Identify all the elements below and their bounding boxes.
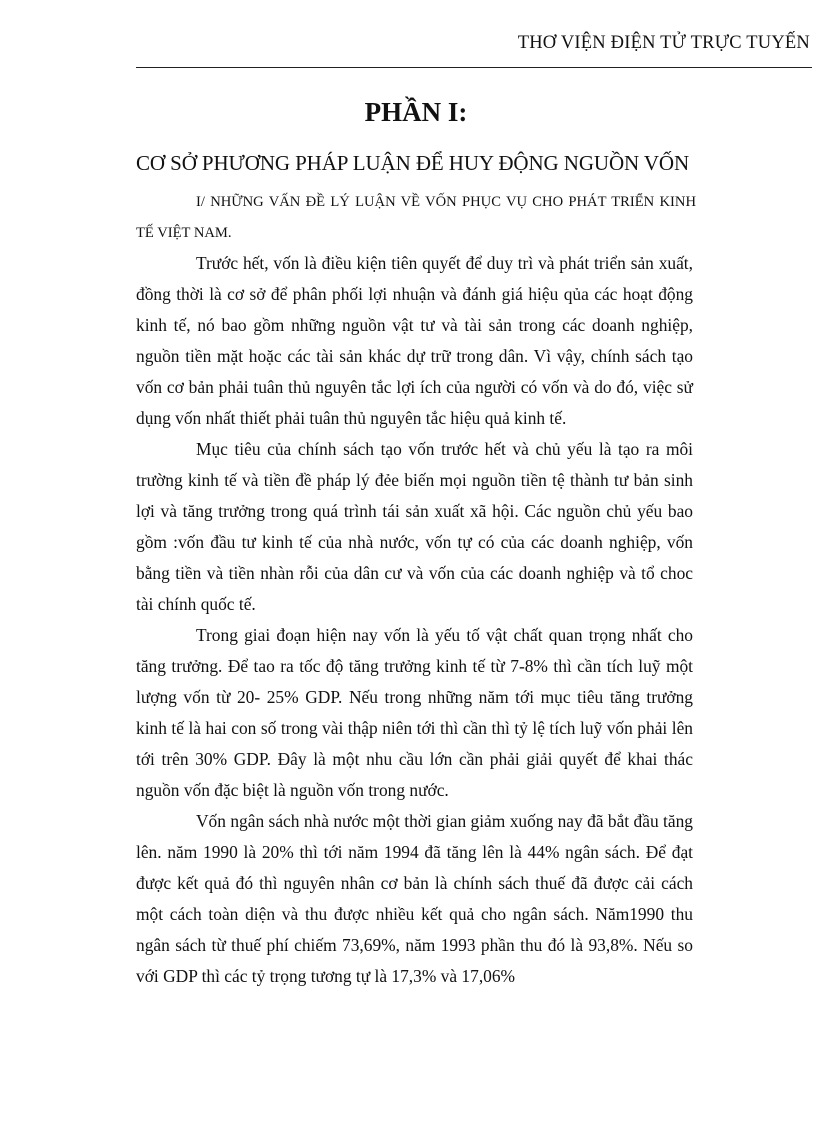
- body-text: [136, 248, 693, 992]
- running-header: THƠ VIỆN ĐIỆN TỬ TRỰC TUYẾN: [517, 33, 810, 53]
- paragraph-4: Vốn ngân sách nhà nước một thời gian giảm xuống nay đã bắt đầu tăng lên. năm 1990 là 20% thì tới năm 1994 đã tăng lên là 44% ngân sách. Để đạt được kết quả đó thì nguyên nhân cơ bản là chính sách thuế đã được cải cách một cách toàn diện và thu được nhiều kết quả cho ngân sách. Năm1990 thu ngân sách từ thuế phí chiếm 73,69%, năm 1993 phần thu đó là 93,8%. Nếu so với GDP thì các tỷ trọng tương tự là 17,3% và 17,06%: [136, 811, 693, 986]
- part-title: [0, 97, 816, 128]
- paragraph-1: Trước hết, vốn là điều kiện tiên quyết để duy trì và phát triển sản xuất, đồng thời là cơ sở để phân phối lợi nhuận và đánh giá hiệu qủa các hoạt động kinh tế, nó bao gồm những nguồn vật tư và tài sản trong các doanh nghiệp, nguồn tiền mặt hoặc các tài sản khác dự trữ trong dân. Vì vậy, chính sách tạo vốn cơ bản phải tuân thủ nguyên tắc lợi ích của người có vốn và do đó, việc sử dụng vốn nhất thiết phải tuân thủ nguyên tắc hiệu quả kinh tế.: [136, 253, 693, 428]
- paragraph-2: Mục tiêu của chính sách tạo vốn trước hết và chủ yếu là tạo ra môi trường kinh tế và tiền đề pháp lý đẻe biến mọi nguồn tiền tệ thành tư bản sinh lợi và tăng trưởng trong quá trình tái sản xuất xã hội. Các nguồn chủ yếu bao gồm :vốn đầu tư kinh tế của nhà nước, vốn tự có của các doanh nghiệp, vốn bằng tiền và tiền nhàn rỗi của dân cư và vốn của các doanh nghiệp và tổ choc tài chính quốc tế.: [136, 439, 693, 614]
- sub-heading-line-2: TẾ VIỆT NAM.: [136, 225, 232, 241]
- section-heading: CƠ SỞ PHƯƠNG PHÁP LUẬN ĐỂ HUY ĐỘNG NGUỒN VỐN: [136, 151, 690, 175]
- sub-heading: [136, 187, 696, 249]
- part-title-text: PHẦN I:: [364, 97, 468, 127]
- sub-heading-line-1: I/ NHỮNG VẤN ĐỀ LÝ LUẬN VỀ VỐN PHỤC VỤ CHO PHÁT TRIỂN KINH: [196, 194, 696, 210]
- paragraph-3: Trong giai đoạn hiện nay vốn là yếu tố vật chất quan trọng nhất cho tăng trưởng. Để tao ra tốc độ tăng trưởng kinh tế từ 7-8% thì cần tích luỹ một lượng vốn từ 20- 25% GDP. Nếu trong những năm tới mục tiêu tăng trưởng kinh tế là hai con số trong vài thập niên tới thì cần thì tỷ lệ tích luỹ vốn phải lên tới trên 30% GDP. Đây là một nhu cầu lớn cần phải giải quyết để khai thác nguồn vốn đặc biệt là nguồn vốn trong nước.: [136, 625, 693, 800]
- header-divider: [136, 67, 812, 68]
